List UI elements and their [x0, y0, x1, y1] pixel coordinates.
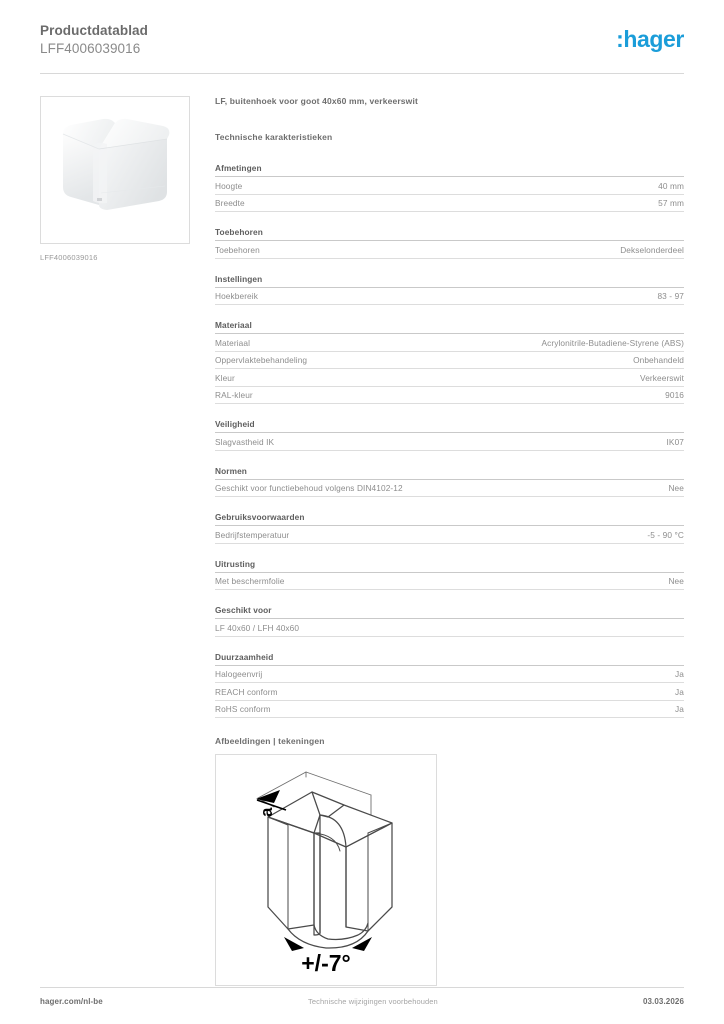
spec-row-label: REACH conform — [215, 686, 278, 697]
spec-row-value: Verkeerswit — [640, 372, 684, 383]
spec-row-value: Ja — [675, 704, 684, 715]
spec-row-value: IK07 — [666, 436, 684, 447]
spec-section — [215, 320, 684, 404]
spec-section — [215, 605, 684, 637]
page-body — [40, 74, 684, 986]
spec-row — [215, 177, 684, 195]
product-description: LF, buitenhoek voor goot 40x60 mm, verkeerswit — [215, 96, 418, 107]
technical-characteristics-heading: Technische karakteristieken — [215, 132, 333, 143]
spec-row-label: Geschikt voor functiebehoud volgens DIN4102-12 — [215, 483, 403, 494]
specifications-column — [195, 96, 684, 986]
spec-row-label: Halogeenvrij — [215, 669, 263, 680]
spec-section-title: Instellingen — [215, 274, 684, 288]
spec-row — [215, 701, 684, 719]
spec-row-value: Ja — [675, 669, 684, 680]
spec-section-title: Toebehoren — [215, 227, 684, 241]
spec-row-value: Nee — [668, 576, 684, 587]
spec-row-value: Ja — [675, 686, 684, 697]
spec-row-label: Hoekbereik — [215, 291, 258, 302]
spec-row-value: Onbehandeld — [633, 355, 684, 366]
drawings-heading: Afbeeldingen | tekeningen — [215, 736, 325, 747]
spec-row — [215, 352, 684, 370]
spec-row-value: 40 mm — [658, 180, 684, 191]
spec-row-value: 9016 — [665, 390, 684, 401]
header-titles — [40, 22, 148, 58]
spec-row-label: Breedte — [215, 198, 245, 209]
spec-section — [215, 466, 684, 498]
spec-row-label: Slagvastheid IK — [215, 436, 275, 447]
spec-section — [215, 227, 684, 259]
spec-row-label: Kleur — [215, 372, 235, 383]
spec-row — [215, 288, 684, 306]
specification-sections — [215, 163, 684, 718]
spec-row — [215, 683, 684, 701]
spec-row — [215, 195, 684, 213]
spec-row — [215, 666, 684, 684]
product-reference: LFF4006039016 — [40, 41, 141, 57]
spec-row-value: -5 - 90 °C — [647, 529, 684, 540]
spec-section-title: Veiligheid — [215, 419, 684, 433]
product-photo-frame — [40, 96, 190, 244]
spec-row-value: Nee — [668, 483, 684, 494]
spec-section — [215, 419, 684, 451]
product-image-column — [40, 96, 195, 262]
spec-row-label: RAL-kleur — [215, 390, 253, 401]
spec-section-title: Duurzaamheid — [215, 652, 684, 666]
spec-section-title: Afmetingen — [215, 163, 684, 177]
spec-row-label: Materiaal — [215, 337, 251, 348]
spec-row-label: RoHS conform — [215, 704, 271, 715]
technical-drawing — [216, 755, 436, 985]
spec-section — [215, 559, 684, 591]
spec-row — [215, 619, 684, 637]
spec-section-title: Materiaal — [215, 320, 684, 334]
spec-row-label: Toebehoren — [215, 244, 260, 255]
spec-section — [215, 163, 684, 212]
spec-section-title: Geschikt voor — [215, 605, 684, 619]
spec-row-value: Dekselonderdeel — [620, 244, 684, 255]
spec-row — [215, 433, 684, 451]
spec-section-title: Normen — [215, 466, 684, 480]
spec-row-label: LF 40x60 / LFH 40x60 — [215, 622, 300, 633]
spec-section — [215, 512, 684, 544]
spec-section-title: Gebruiksvoorwaarden — [215, 512, 684, 526]
spec-row-value: 83 - 97 — [657, 291, 684, 302]
spec-row-value: Acrylonitrile-Butadiene-Styrene (ABS) — [541, 337, 684, 348]
spec-row — [215, 369, 684, 387]
angle-tolerance-label: +/-7° — [301, 950, 351, 977]
spec-row — [215, 334, 684, 352]
product-photo-caption: LFF4006039016 — [40, 253, 98, 263]
spec-section — [215, 652, 684, 719]
spec-row — [215, 387, 684, 405]
spec-row — [215, 480, 684, 498]
page-footer — [40, 987, 684, 1006]
dimension-a-arrow — [256, 790, 286, 810]
spec-section — [215, 274, 684, 306]
hager-logo: :hager — [616, 26, 684, 52]
spec-row — [215, 526, 684, 544]
footer-website-link[interactable]: hager.com/nl-be — [40, 997, 103, 1006]
product-photo — [41, 97, 189, 243]
footer-date: 03.03.2026 — [642, 997, 684, 1006]
spec-row-label: Met beschermfolie — [215, 576, 285, 587]
spec-row — [215, 573, 684, 591]
spec-row — [215, 241, 684, 259]
spec-section-title: Uitrusting — [215, 559, 684, 573]
page-header — [40, 0, 684, 58]
spec-row-value: 57 mm — [658, 198, 684, 209]
technical-drawing-frame — [215, 754, 437, 986]
page-title: Productdatablad — [40, 23, 149, 38]
dimension-a-label: a — [257, 807, 276, 818]
spec-row-label: Hoogte — [215, 180, 243, 191]
spec-row-label: Oppervlaktebehandeling — [215, 355, 308, 366]
footer-notice: Technische wijzigingen voorbehouden — [307, 997, 438, 1006]
spec-row-label: Bedrijfstemperatuur — [215, 529, 290, 540]
